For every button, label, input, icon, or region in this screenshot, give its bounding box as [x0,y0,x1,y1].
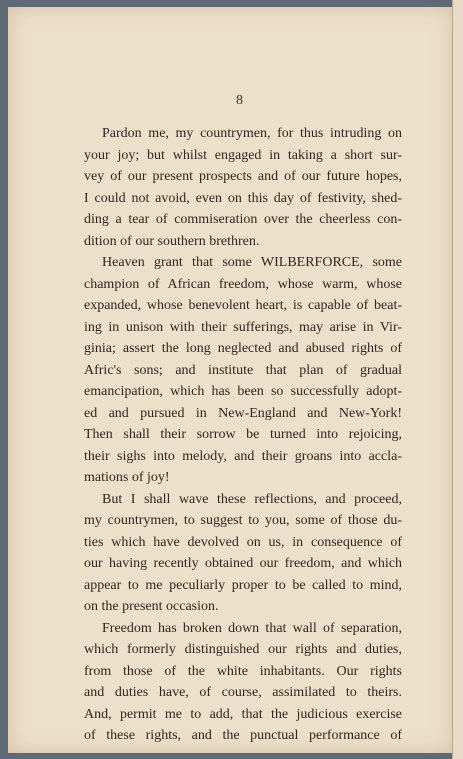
text-line: Then shall their sorrow be turned into rejoicing, [84,427,402,442]
paragraph-4 [84,618,402,747]
page-edge [452,0,463,759]
page-number: 8 [236,93,243,108]
text-line: from those of the white inhabitants. Our rights [84,663,402,679]
text-line: Pardon me, my countrymen, for thus intruding on [102,126,402,141]
text-line: vey of our present prospects and of our future hopes, [84,169,402,184]
text-line: our having recently obtained our freedom, and which [84,556,402,571]
text-line: ties which have devolved on us, in consequence of [84,534,402,550]
paragraph-1 [84,123,402,252]
text-line: ginia; assert the long neglected and abused rights of [84,341,402,356]
text-line: But I shall wave these reflections, and proceed, [102,491,402,507]
body-text [84,123,402,747]
text-line: their sighs into melody, and their groans into accla- [84,448,402,464]
text-line: on the present occasion. [84,599,219,614]
paragraph-3 [84,489,402,618]
text-line: ding a tear of commiseration over the cheerless con- [84,212,402,227]
text-line: expanded, whose benevolent heart, is capable of beat- [84,298,402,313]
book-page [8,7,452,753]
text-line: ing in unison with their sufferings, may arise in Vir- [84,319,402,335]
text-line: appear to me peculiarly proper to be called to mind, [84,577,402,593]
text-line: ed and pursued in New-England and New-York! [84,405,402,421]
text-line: champion of African freedom, whose warm, whose [84,276,402,292]
text-line: and duties have, of course, assimilated to theirs. [84,685,402,700]
paragraph-2 [84,252,402,489]
text-line: your joy; but whilst engaged in taking a short sur- [84,147,402,163]
text-line: emancipation, which has been so successfully adopt- [84,384,402,399]
text-line: Heaven grant that some WILBERFORCE, some [102,255,402,270]
text-line: of these rights, and the punctual performance of [84,728,402,743]
text-line: my countrymen, to suggest to you, some of those du- [84,513,402,528]
text-line: which formerly distinguished our rights and duties, [84,642,402,657]
text-line: mations of joy! [84,470,170,485]
text-line: I could not avoid, even on this day of festivity, shed- [84,190,402,206]
text-line: And, permit me to add, that the judicious exercise [84,706,402,722]
text-line: Afric's sons; and institute that plan of gradual [84,362,402,378]
text-line: Freedom has broken down that wall of separation, [102,620,402,636]
text-line: dition of our southern brethren. [84,233,260,249]
